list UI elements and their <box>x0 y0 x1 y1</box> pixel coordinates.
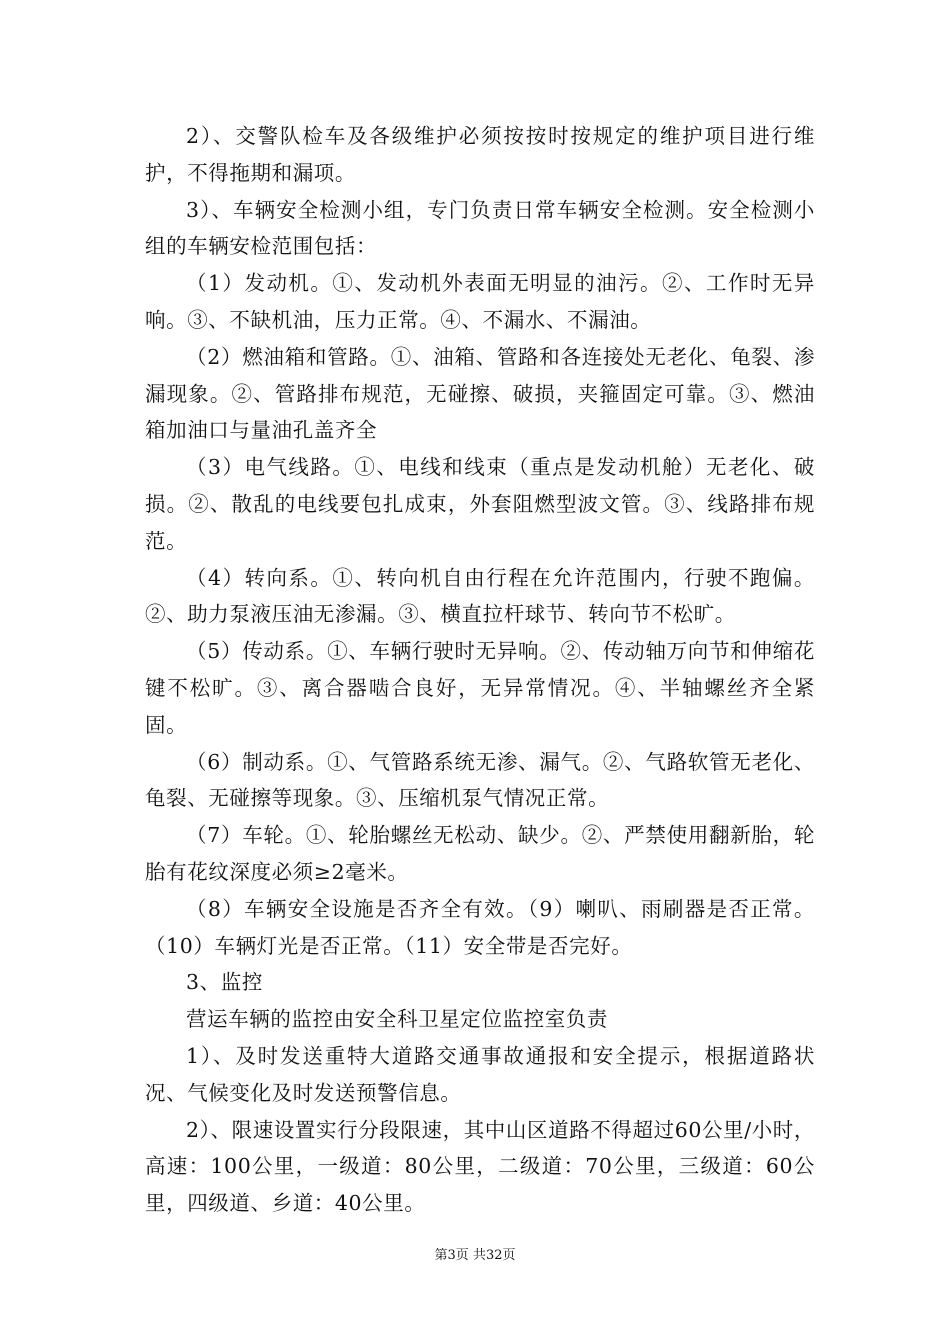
paragraph-transmission: （5）传动系。①、车辆行驶时无异响。②、传动轴万向节和伸缩花键不松旷。③、离合器啮合良好，无异常情况。④、半轴螺丝齐全紧固。 <box>145 639 815 737</box>
paragraph-engine: （1）发动机。①、发动机外表面无明显的油污。②、工作时无异响。③、不缺机油，压力正常。④、不漏水、不漏油。 <box>145 271 815 332</box>
page-footer <box>0 1247 950 1265</box>
paragraph-safety-facilities: （8）车辆安全设施是否齐全有效。（9）喇叭、雨刷器是否正常。（10）车辆灯光是否正常。（11）安全带是否完好。 <box>145 896 815 958</box>
paragraph-braking: （6）制动系。①、气管路系统无渗、漏气。②、气路软管无老化、龟裂、无碰擦等现象。③、压缩机泵气情况正常。 <box>145 749 815 811</box>
paragraph-warning-messages: 1）、及时发送重特大道路交通事故通报和安全提示，根据道路状况、气候变化及时发送预警信息。 <box>145 1043 815 1105</box>
paragraph-steering: （4）转向系。①、转向机自由行程在允许范围内，行驶不跑偏。②、助力泵液压油无渗漏。③、横直拉杆球节、转向节不松旷。 <box>145 565 815 627</box>
paragraph-speed-limits: 2）、限速设置实行分段限速，其中山区道路不得超过60公里/小时，高速：100公里，一级道：80公里，二级道：70公里，三级道：60公里，四级道、乡道：40公里。 <box>145 1117 815 1216</box>
paragraph-fuel-tank: （2）燃油箱和管路。①、油箱、管路和各连接处无老化、龟裂、渗漏现象。②、管路排布规范，无碰擦、破损，夹箍固定可靠。③、燃油箱加油口与量油孔盖齐全 <box>145 344 815 443</box>
section-heading-monitoring: 3、监控 <box>186 970 263 995</box>
footer-prefix: 第 <box>434 1248 448 1263</box>
paragraph-electrical: （3）电气线路。①、电线和线束（重点是发动机舱）无老化、破损。②、散乱的电线要包扎成束，外套阻燃型波文管。③、线路排布规范。 <box>145 455 815 553</box>
paragraph-monitoring-responsibility: 营运车辆的监控由安全科卫星定位监控室负责 <box>186 1007 608 1032</box>
paragraph-maintenance-rule: 2）、交警队检车及各级维护必须按按时按规定的维护项目进行维护，不得拖期和漏项。 <box>145 124 815 185</box>
paragraph-safety-inspection-group: 3）、车辆安全检测小组，专门负责日常车辆安全检测。安全检测小组的车辆安检范围包括： <box>145 197 815 259</box>
paragraph-wheels: （7）车轮。①、轮胎螺丝无松动、缺少。②、严禁使用翻新胎，轮胎有花纹深度必须≥2毫米。 <box>145 823 815 884</box>
footer-total-pages: 32 <box>485 1248 503 1263</box>
page-body <box>145 118 815 1222</box>
footer-current-page: 3 <box>447 1248 456 1263</box>
footer-suffix: 页 <box>502 1248 516 1263</box>
footer-middle: 页 共 <box>455 1248 486 1263</box>
